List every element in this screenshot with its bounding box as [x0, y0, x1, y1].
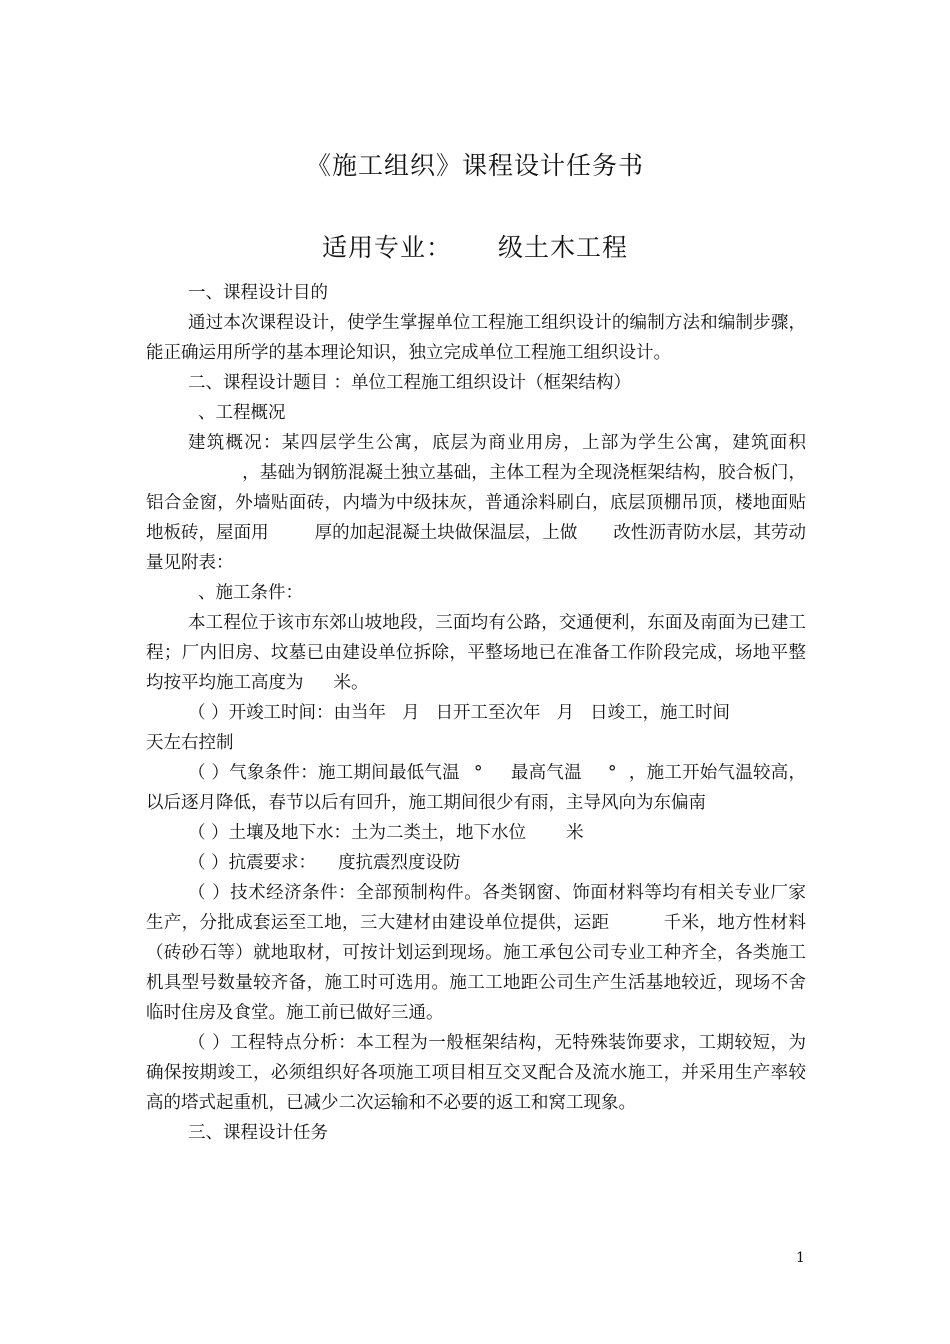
schedule-text-a: （ ）开竣工时间：由当年	[188, 703, 387, 723]
economics-text-a: （ ）技术经济条件：全部预制构件。各类钢窗、饰面材料等均有相关专业厂家生产，分批成套运至工地，三大建材由建设单位提供，运距	[146, 883, 806, 933]
site-text-end: 米。	[333, 673, 369, 693]
weather-text-a: （ ）气象条件：施工期间最低气温	[188, 763, 460, 783]
page-number: 1	[796, 1250, 805, 1266]
paragraph-building-overview	[146, 428, 806, 578]
weather-text-e: ，施工开始气温较高，以后逐月降低，春节以后有回升，施工期间很少有雨，主导风向为东偏南	[146, 763, 807, 813]
subtitle-suffix: 级土木工程	[498, 233, 629, 262]
condition-seismic	[146, 848, 806, 878]
condition-soil	[146, 818, 806, 848]
section-heading-3: 三、课程设计任务	[188, 1123, 328, 1143]
paragraph-purpose: 通过本次课程设计，使学生掌握单位工程施工组织设计的编制方法和编制步骤，能正确运用所学的基本理论知识，独立完成单位工程施工组织设计。	[146, 313, 806, 363]
subtitle-prefix: 适用专业：	[321, 233, 452, 262]
weather-text-b: °	[473, 763, 483, 783]
section-heading-2: 二、课程设计题目 ：单位工程施工组织设计（框架结构）	[188, 373, 632, 393]
subsection-heading-overview: 、工程概况	[198, 403, 286, 423]
seismic-text-a: （ ）抗震要求：	[188, 853, 317, 873]
site-text: 本工程位于该市东郊山坡地段，三面均有公路，交通便利，东面及南面为已建工程；厂内旧房、坟墓已由建设单位拆除，平整场地已在准备工作阶段完成，场地平整均按平均施工高度为	[146, 613, 806, 693]
schedule-text-d: 月	[556, 703, 575, 723]
schedule-text-c: 日开工至次年	[435, 703, 541, 723]
overview-text-b: ，基础为钢筋混凝土独立基础，主体工程为全现浇框架结构，胶合板门，铝合金窗，外墙贴面砖，内墙为中级抹灰，普通涂料刷白，底层顶棚吊顶，楼地面贴地板砖，屋面用	[146, 463, 806, 543]
soil-text-b: 米	[566, 823, 584, 843]
overview-text-a: 建筑概况：某四层学生公寓，底层为商业用房，上部为学生公寓，建筑面积	[188, 433, 806, 453]
economics-text-b: 千米，地方性材料（砖砂石等）就地取材，可按计划运到现场。施工承包公司专业工种齐全，各类施工机具型号数量较齐备，施工时可选用。施工工地距公司生产生活基地较近，现场不舍临时住房及食堂。施工前已做好三通。	[146, 913, 807, 1023]
condition-weather	[146, 758, 806, 818]
document-body	[146, 278, 806, 1148]
document-title: 《施工组织》课程设计任务书	[305, 151, 644, 180]
soil-text-a: （ ）土壤及地下水：土为二类土，地下水位	[188, 823, 527, 843]
schedule-text-e: 日竣工，施工时间	[590, 703, 731, 723]
schedule-text-b: 月	[402, 703, 420, 723]
section-heading-1: 一、课程设计目的	[188, 283, 328, 303]
subsection-heading-conditions: 、施工条件：	[198, 583, 303, 603]
seismic-text-b: 度抗震烈度设防	[338, 853, 461, 873]
schedule-text-f: 天左右控制	[146, 733, 234, 753]
condition-economics	[146, 878, 806, 1028]
paragraph-site-conditions	[146, 608, 806, 698]
document-subtitle	[0, 228, 950, 264]
overview-text-c: 厚的加起混凝土块做保温层，上做	[314, 523, 578, 543]
overview-text-d: 改性沥青防水层，其劳动量见附表：	[146, 523, 807, 573]
weather-text-c: 最高气温	[510, 763, 582, 783]
condition-features: （ ）工程特点分析：本工程为一般框架结构，无特殊装饰要求，工期较短，为确保按期竣工，必须组织好各项施工项目相互交叉配合及流水施工，并采用生产率较高的塔式起重机，已减少二次运输和不必要的返工和窝工现象。	[146, 1033, 806, 1113]
condition-schedule	[146, 698, 806, 758]
weather-text-d: °	[607, 763, 617, 783]
